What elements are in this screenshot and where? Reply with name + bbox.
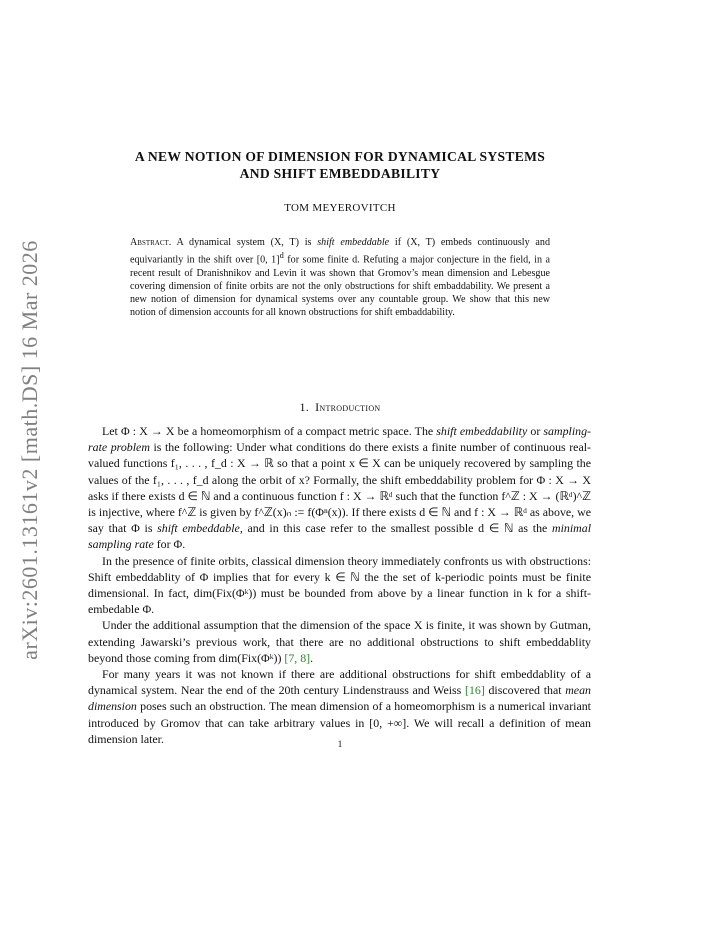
abstract-text-b: if (X, T) embeds continuously and equivariantly in the shift over [0, 1] [130,237,551,266]
citation-link-16[interactable]: [16] [464,683,485,698]
p4-text-b: discovered that [484,683,566,698]
paragraph-1 [88,423,591,553]
section-number: 1. [299,400,310,414]
p1-text-d: , and in this case refer to the smallest possible d ∈ ℕ as the [239,521,553,536]
abstract-superscript: d [279,251,284,261]
p3-text-a: Under the additional assumption that the dimension of the space X is finite, it was shown by Gutman, extending Jawarski’s previous work, that there are no additional obstructions to shift embeddablity beyond those coming from dim(Fix(Φᵏ)) [88,618,591,665]
section-title: Introduction [315,400,381,414]
p4-emphasis-1: mean dimension [88,683,591,714]
abstract [130,236,550,319]
p1-emphasis-1: shift embeddability [436,424,528,438]
p4-text-a: For many years it was not known if there are additional obstructions for shift embeddablity of a dynamical system. Near the end of the 20th century Lindenstrauss and Weiss [88,667,591,698]
p1-text-e: for Φ. [153,537,186,552]
p3-text-b: . [310,650,314,665]
abstract-emphasis: shift embeddable [317,237,390,248]
title-line-2: AND SHIFT EMBEDDABILITY [239,166,441,181]
paragraph-3 [88,617,591,666]
page-number: 1 [337,740,343,750]
paper-title [80,148,600,182]
title-line-1: A NEW NOTION OF DIMENSION FOR DYNAMICAL SYSTEMS [134,149,546,164]
p4-text-c: poses such an obstruction. The mean dimension of a homeomorphism is a numerical invariant introduced by Gromov that can take arbitrary values in [0, +∞]. We will recall a definition of mean dimension later. [88,699,591,746]
abstract-label: Abstract. [130,237,172,248]
body-text [88,423,591,747]
paragraph-2: In the presence of finite orbits, classical dimension theory immediately confronts us with obstructions: Shift embeddablity of Φ implies that for every k ∈ ℕ the the set of k-periodic points must be finite dimensional. In fact, dim(Fix(Φᵏ)) must be bounded from above by a linear function in k for a shift-embedable Φ. [88,553,591,617]
p1-text-c: is the following: Under what conditions do there exists a finite number of continuous real-valued functions f₁, . . . , f_d : X → ℝ so that a point x ∈ X can be uniquely recovered by sampling the values of the f₁, . . . , f_d along the orbit of x? Formally, the shift embeddability problem for Φ : X → X asks if there exists d ∈ ℕ and a continuous function f : X → ℝᵈ such that the function f^ℤ : X → (ℝᵈ)^ℤ is injective, where f^ℤ is given by f^ℤ(x)ₙ := f(Φⁿ(x)). If there exists d ∈ ℕ and f : X → ℝᵈ as above, we say that Φ is [88,440,591,536]
arxiv-sidebar [12,240,48,660]
section-heading [80,400,600,415]
p1-emphasis-4: minimal sampling rate [88,521,591,552]
citation-link-7-8[interactable]: [7, 8] [284,650,311,665]
paragraph-4 [88,666,591,747]
arxiv-identifier: arXiv:2601.13161v2 [math.DS] 16 Mar 2026 [17,240,42,660]
p1-text-a: Let Φ : X → X be a homeomorphism of a compact metric space. The [102,424,437,438]
p1-emphasis-2: sampling-rate problem [88,424,591,455]
p1-text-b: or [527,424,544,438]
p1-emphasis-3: shift embeddable [157,521,240,536]
author-name: TOM MEYEROVITCH [284,202,396,214]
abstract-text-c: for some finite d. Refuting a major conjecture in the field, in a recent result of Dranishnikov and Levin it was shown that Gromov’s mean dimension and Lebesgue covering dimension of finite orbits are not the only obstructions for shift embaddability. We present a new notion of dimension for dynamical systems over any countable group. We show that this new notion of dimension accounts for all known obstructions for shift embaddability. [130,254,551,318]
abstract-text-a: A dynamical system (X, T) is [171,237,318,248]
